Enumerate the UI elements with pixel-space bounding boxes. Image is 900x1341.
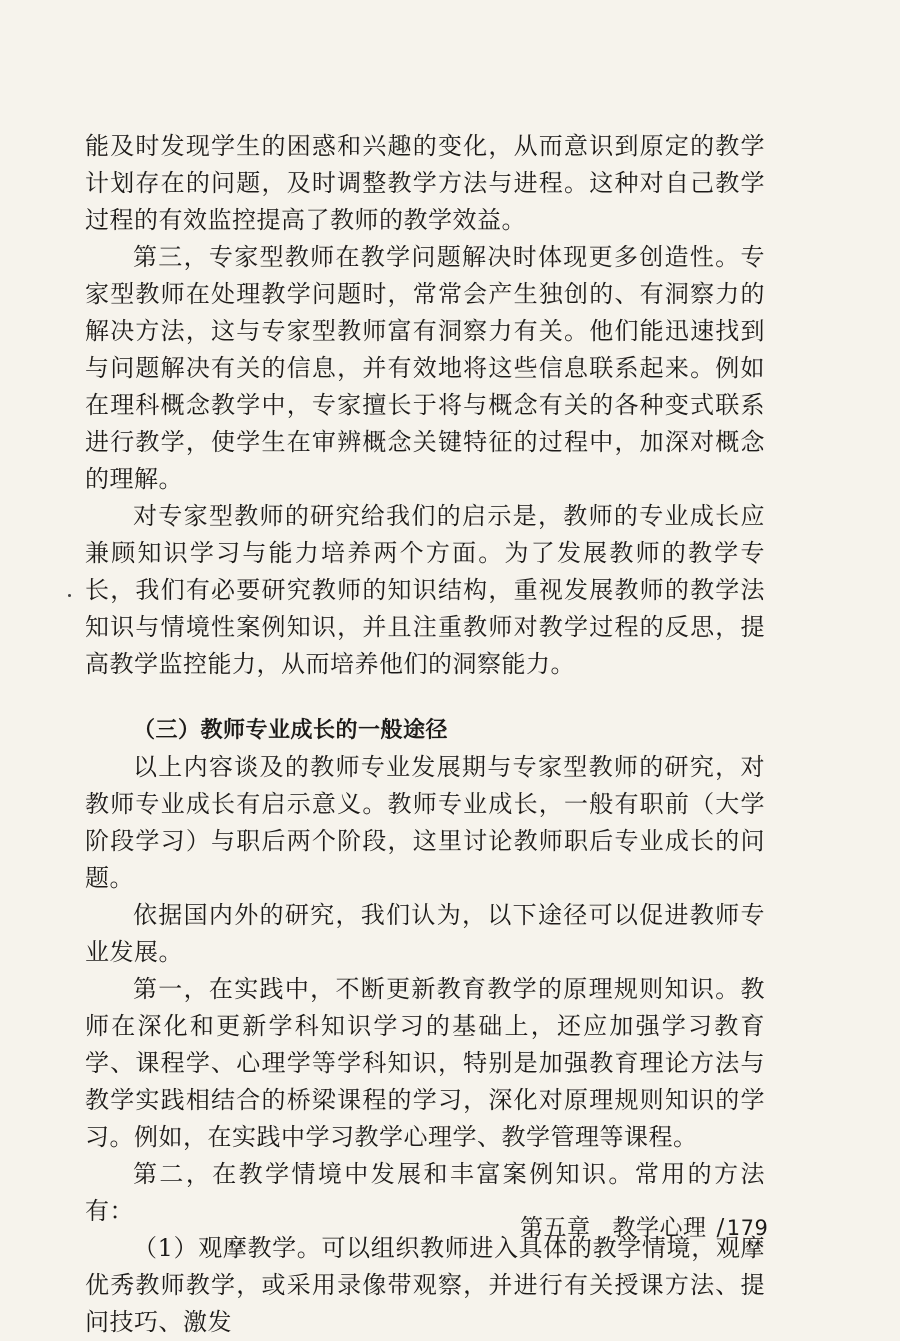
paragraph-section-intro: 以上内容谈及的教师专业发展期与专家型教师的研究，对教师专业成长有启示意义。教师专业成长，一般有职前（大学阶段学习）与职后两个阶段，这里讨论教师职后专业成长的问题。: [85, 753, 765, 892]
paragraph-research-basis: 依据国内外的研究，我们认为，以下途径可以促进教师专业发展。: [85, 901, 765, 966]
section-heading: （三）教师专业成长的一般途径: [133, 718, 449, 743]
paragraph-first-way: 第一，在实践中，不断更新教育教学的原理规则知识。教师在深化和更新学科知识学习的基础上，还应加强学习教育学、课程学、心理学等学科知识，特别是加强教育理论方法与教学实践相结合的桥梁课程的学习，深化对原理规则知识的学习。例如，在实践中学习教学心理学、教学管理等课程。: [85, 975, 765, 1151]
scan-speck: [68, 594, 71, 597]
footer-chapter: 第五章: [520, 1215, 591, 1241]
body-text: [85, 128, 765, 1341]
paragraph-observation-teaching: （1）观摩教学。可以组织教师进入具体的教学情境，观摩优秀教师教学，或采用录像带观察，并进行有关授课方法、提问技巧、激发: [85, 1234, 765, 1336]
paragraph-second-way: 第二，在教学情境中发展和丰富案例知识。常用的方法有：: [85, 1160, 765, 1225]
paragraph-continued: 能及时发现学生的困惑和兴趣的变化，从而意识到原定的教学计划存在的问题，及时调整教学方法与进程。这种对自己教学过程的有效监控提高了教师的教学效益。: [85, 132, 765, 234]
paragraph-third-point: 第三，专家型教师在教学问题解决时体现更多创造性。专家型教师在处理教学问题时，常常会产生独创的、有洞察力的解决方法，这与专家型教师富有洞察力有关。他们能迅速找到与问题解决有关的信息，并有效地将这些信息联系起来。例如在理科概念教学中，专家擅长于将与概念有关的各种变式联系进行教学，使学生在审辨概念关键特征的过程中，加深对概念的理解。: [85, 243, 765, 493]
page-number: 179: [726, 1216, 769, 1240]
page-footer: [520, 1213, 768, 1243]
footer-slash: /: [716, 1215, 725, 1241]
footer-chapter-title: 教学心理: [612, 1215, 707, 1241]
paragraph-implications: 对专家型教师的研究给我们的启示是，教师的专业成长应兼顾知识学习与能力培养两个方面。为了发展教师的教学专长，我们有必要研究教师的知识结构，重视发展教师的教学法知识与情境性案例知识，并且注重教师对教学过程的反思，提高教学监控能力，从而培养他们的洞察能力。: [85, 502, 765, 678]
